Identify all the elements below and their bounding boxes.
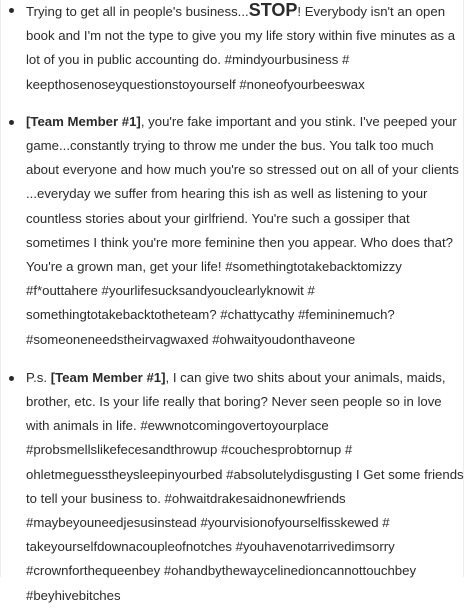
team-member-label: [Team Member #1] bbox=[26, 113, 141, 129]
text-line: book and I'm not the type to give you my life story within five minutes as a bbox=[26, 28, 456, 44]
text-line: game...constantly trying to throw me under the bus. You talk too much bbox=[26, 138, 434, 154]
text-line: P.s. [Team Member #1], I can give two shits about your animals, maids, bbox=[26, 369, 446, 385]
list-item bbox=[1, 366, 463, 608]
text-line: brother, etc. Is your life really that boring? Never seen people so in love bbox=[26, 394, 442, 410]
bullet-list bbox=[1, 0, 463, 608]
text-line: keepthosenoseyquestionstoyourself #noneofyourbeeswax bbox=[26, 76, 365, 92]
bullet-icon bbox=[9, 8, 14, 13]
text-line: to tell your business to. #ohwaitdrakesaidnonewfriends bbox=[26, 490, 346, 506]
text-line: with animals in life. #ewwnotcomingovertoyourplace bbox=[26, 418, 329, 434]
text-line: somethingtotakebacktotheteam? #chattycathy #femininemuch? bbox=[26, 307, 395, 323]
text-line: takeyourselfdownacoupleofnotches #youhavenotarrivedimsorry bbox=[26, 539, 395, 555]
list-item bbox=[1, 110, 463, 352]
text-line: #maybeyouneedjesusinstead #yourvisionofyourselfisskewed # bbox=[26, 515, 390, 531]
text-line: #someoneneedstheirvagwaxed #ohwaityoudonthaveone bbox=[26, 331, 356, 347]
team-member-label: [Team Member #1] bbox=[50, 369, 166, 385]
text-line: ...everyday we suffer from hearing this ish as well as listening to your bbox=[26, 186, 428, 202]
text-line: about everyone and how much you're so stressed out on all of your clients bbox=[26, 162, 459, 178]
text-line: [Team Member #1], you're fake important and you stink. I've peeped your bbox=[26, 113, 457, 129]
list-item bbox=[1, 0, 463, 97]
text-line: #beyhivebitches bbox=[26, 587, 121, 603]
text-line: ohletmeguesstheysleepinyourbed #absolutelydisgusting I Get some friends bbox=[26, 466, 464, 482]
text-line: You're a grown man, get your life! #somethingtotakebacktomizzy bbox=[26, 259, 402, 275]
text-line: #f*outtahere #yourlifesucksandyouclearlyknowit # bbox=[26, 283, 315, 299]
bullet-icon bbox=[9, 120, 14, 125]
text-line: Trying to get all in people's business...STOP! Everybody isn't an open bbox=[26, 0, 446, 20]
text-line: countless stories about your girlfriend. You're such a gossiper that bbox=[26, 210, 410, 226]
text-line: #probsmellslikefecesandthrowup #couchesprobtornup # bbox=[26, 442, 353, 458]
text-line: #crownforthequeenbey #ohandbythewaycelinedioncannottouchbey bbox=[26, 563, 417, 579]
text-line: lot of you in public accounting do. #mindyourbusiness # bbox=[26, 52, 350, 68]
bullet-icon bbox=[9, 376, 14, 381]
text-line: sometimes I think you're more feminine then you appear. Who does that? bbox=[26, 234, 453, 250]
stop-emphasis: STOP bbox=[248, 0, 298, 20]
